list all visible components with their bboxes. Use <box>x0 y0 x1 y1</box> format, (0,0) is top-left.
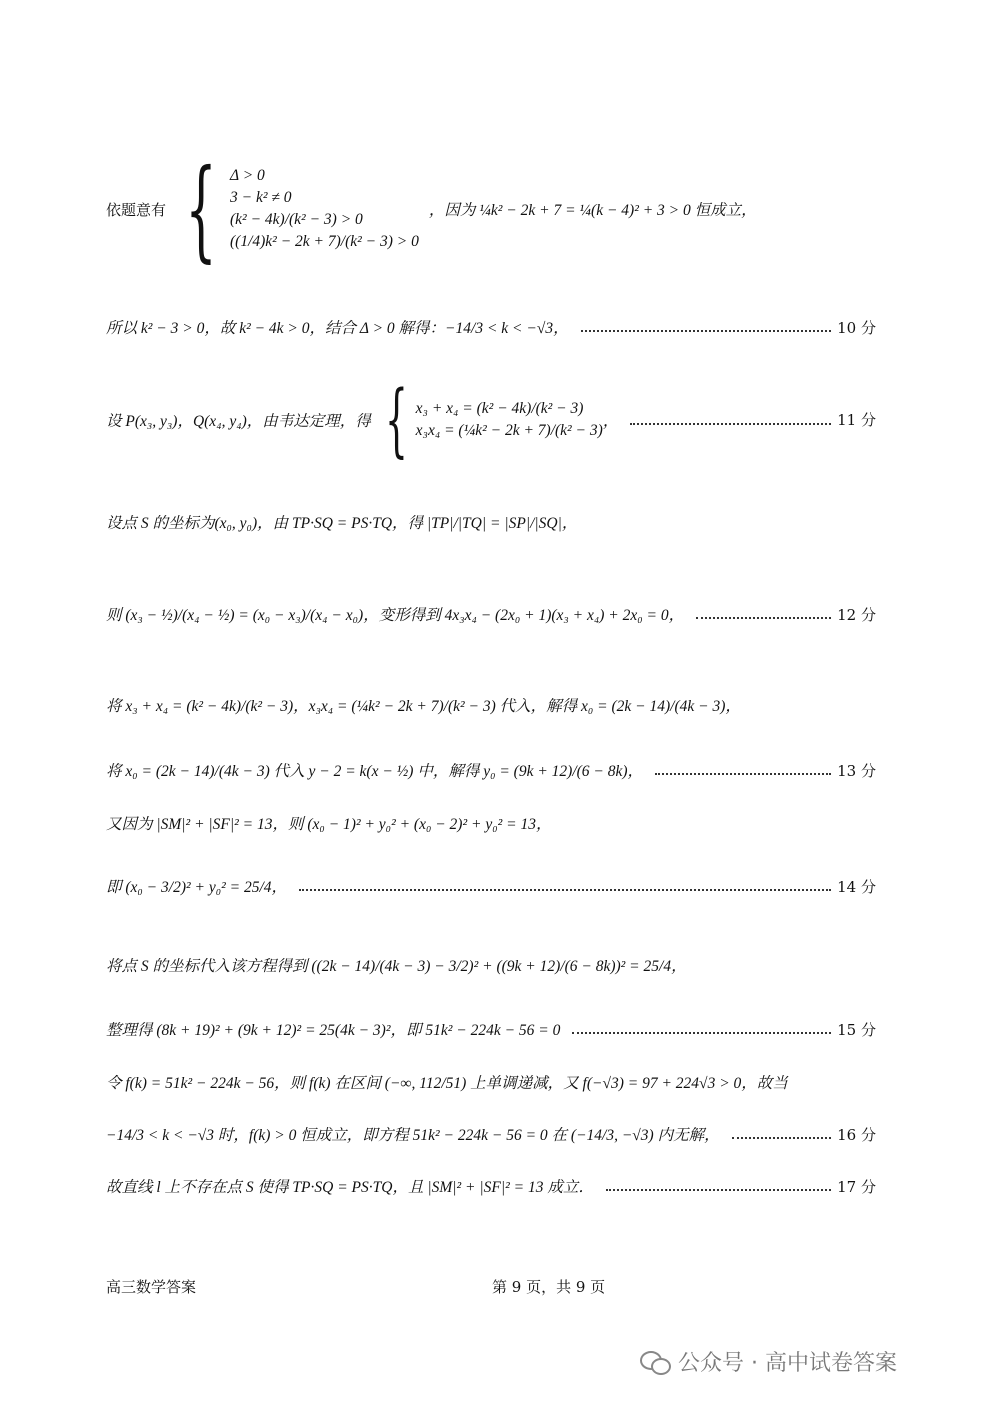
leader-dots <box>572 1032 831 1034</box>
line-14-text: 故直线 l 上不存在点 S 使得 TP·SQ = PS·TQ，且 |SM|² + |SF|² = 13 成立． <box>106 1179 594 1196</box>
footer-left: 高三数学答案 <box>106 1278 197 1296</box>
leader-dots <box>732 1137 832 1139</box>
watermark <box>640 1346 897 1377</box>
system-1-row-1: Δ > 0 <box>230 167 265 184</box>
line-1 <box>106 124 876 294</box>
leader-dots <box>630 423 831 425</box>
leader-dots <box>655 773 831 775</box>
line-13 <box>106 1114 876 1154</box>
footer-page-number: 第 9 页，共 9 页 <box>492 1278 606 1296</box>
line-4-text: 设点 S 的坐标为(x₀, y₀)，由 TP·SQ = PS·TQ，得 |TP|/|TQ| = |SP|/|SQ|， <box>106 515 578 532</box>
line-6 <box>106 685 876 725</box>
line-6-text: 将 x₃ + x₄ = (k² − 4k)/(k² − 3)，x₃x₄ = (¼k² − 2k + 7)/(k² − 3) 代入，解得 x₀ = (2k − 14)/(4k − 3)， <box>106 698 741 715</box>
line-10 <box>106 945 876 985</box>
score-14: 14 分 <box>837 877 876 896</box>
leader-dots <box>299 889 831 891</box>
line-9 <box>106 866 876 906</box>
system-1 <box>166 145 419 273</box>
score-15: 15 分 <box>837 1020 876 1039</box>
watermark-text: 公众号 · 高中试卷答案 <box>678 1351 897 1376</box>
system-1-row-4: ((1/4)k² − 2k + 7)/(k² − 3) > 0 <box>230 233 419 250</box>
line-10-text: 将点 S 的坐标代入该方程得到 ((2k − 14)/(4k − 3) − 3/2)² + ((9k + 12)/(6 − 8k))² = 25/4， <box>106 958 687 975</box>
left-brace-icon: { <box>384 372 408 466</box>
line-11-text: 整理得 (8k + 19)² + (9k + 12)² = 25(4k − 3)²，即 51k² − 224k − 56 = 0 <box>106 1022 561 1039</box>
system-2-row-2: x₃x₄ = (¼k² − 2k + 7)/(k² − 3) <box>415 421 603 439</box>
line-7-text: 将 x₀ = (2k − 14)/(4k − 3) 代入 y − 2 = k(x − ½) 中，解得 y₀ = (9k + 12)/(6 − 8k)， <box>106 763 644 780</box>
leader-dots <box>696 617 831 619</box>
line-12-text: 令 f(k) = 51k² − 224k − 56，则 f(k) 在区间 (−∞, 112/51) 上单调递减，又 f(−√3) = 97 + 224√3 > 0，故当 <box>106 1075 788 1092</box>
line-12 <box>106 1062 876 1102</box>
system-2 <box>371 372 603 466</box>
line-11 <box>106 1009 876 1049</box>
left-brace-icon: { <box>185 145 217 273</box>
leader-dots <box>581 330 832 332</box>
line-3-text: 设 P(x₃, y₃)，Q(x₄, y₄)，由韦达定理，得 <box>106 412 371 430</box>
score-11: 11 分 <box>837 411 876 429</box>
line-9-text: 即 (x₀ − 3/2)² + y₀² = 25/4， <box>106 879 288 896</box>
score-13: 13 分 <box>837 761 876 780</box>
score-12: 12 分 <box>837 605 876 624</box>
leader-dots <box>606 1189 831 1191</box>
system-1-row-2: 3 − k² ≠ 0 <box>230 189 292 206</box>
line-2-text: 所以 k² − 3 > 0，故 k² − 4k > 0，结合 Δ > 0 解得：−14/3 < k < −√3， <box>106 320 569 337</box>
line-2 <box>106 307 876 347</box>
line-1-tail: ，因为 ¼k² − 2k + 7 = ¼(k − 4)² + 3 > 0 恒成立， <box>428 202 757 219</box>
line-3 <box>106 362 876 477</box>
line-5 <box>106 594 876 634</box>
line-8 <box>106 803 876 843</box>
line-3-tail: ， <box>602 412 619 430</box>
line-1-lead: 依题意有 <box>106 200 167 219</box>
line-14 <box>106 1166 876 1206</box>
score-17: 17 分 <box>837 1177 876 1196</box>
line-4 <box>106 502 876 542</box>
line-13-text: −14/3 < k < −√3 时，f(k) > 0 恒成立，即方程 51k² − 224k − 56 = 0 在 (−14/3, −√3) 内无解， <box>106 1127 720 1144</box>
score-16: 16 分 <box>837 1125 876 1144</box>
line-8-text: 又因为 |SM|² + |SF|² = 13，则 (x₀ − 1)² + y₀² + (x₀ − 2)² + y₀² = 13， <box>106 816 552 833</box>
line-5-text: 则 (x₃ − ½)/(x₄ − ½) = (x₀ − x₃)/(x₄ − x₀)，变形得到 4x₃x₄ − (2x₀ + 1)(x₃ + x₄) + 2x₀ = 0， <box>106 607 685 624</box>
wechat-icon <box>640 1349 670 1375</box>
system-2-row-1: x₃ + x₄ = (k² − 4k)/(k² − 3) <box>415 399 584 417</box>
system-1-row-3: (k² − 4k)/(k² − 3) > 0 <box>230 211 363 228</box>
line-7 <box>106 750 876 790</box>
score-10: 10 分 <box>837 318 876 337</box>
